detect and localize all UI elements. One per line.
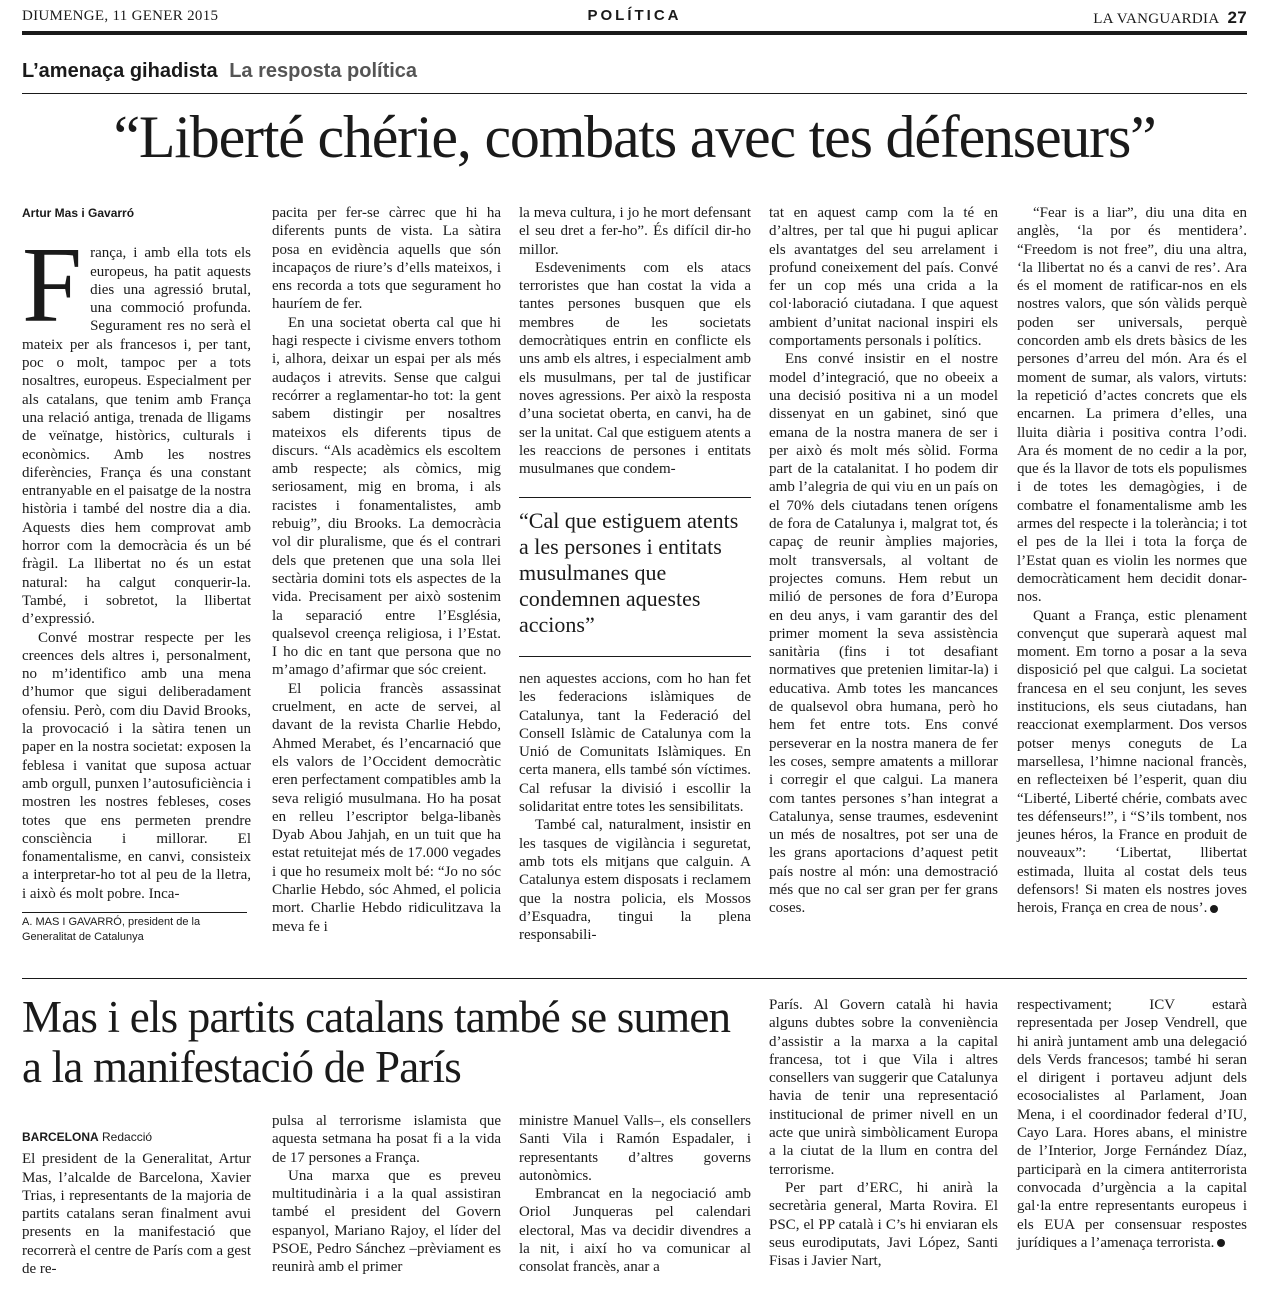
article1-headline: “Liberté chérie, combats avec tes défenseurs” [113,104,1156,170]
dropcap: F [22,226,83,346]
article1-paragraph: En una societat oberta cal que hi hagi respecte i civisme envers tothom i, alhora, deixar un espai per als més audaços i atrevits. Sense que calgui recórrer a reglamentar-ho tot: la gent sabem distingir per nosaltres mateixos els diferents tipus de discurs. “Als acadèmics els escoltem amb respecte; als còmics, mig seriosament, mig en broma, i als racistes i fonamentalistes, amb rebuig”, diu Brooks. La democràcia vol dir pluralisme, que és el contrari dels que pretenen que una sola llei sectària domini tots els aspectes de la vida. Precisament per això sostenim la separació entre l’Església, qualsevol creença religiosa, i l’Estat. I ho dic en tant que persona que no m’amago d’afirmar que sóc creient. [272,314,501,679]
article1-paragraph: Esdeveniments com els atacs terroristes que han costat la vida a tantes persones busquen que els membres de les societats democràtiques entrin en conflicte els uns amb els altres, i especialment amb els musulmans, per tal de justificar noves agressions. Per això la resposta d’una societat oberta, en canvi, ha de ser la unitat. Cal que estiguem atents a les reaccions de persones i entitats musulmanes que condem- [519,259,751,478]
article1-byline: Artur Mas i Gavarró [22,206,135,220]
publication-name: LA VANGUARDIA [1093,11,1220,27]
end-mark-icon [1210,905,1218,913]
article1-column-3-bottom [519,670,751,944]
article2-paragraph: Per part d’ERC, hi anirà la secretària general, Marta Rovira. El PSC, el PP català i C’s hi enviaran els seus eurodiputats, Javi López, Santi Fisas i Javier Nart, [769,1179,998,1270]
article1-paragraph: “Fear is a liar”, diu una dita en anglès, ‘la por és mentidera’. “Freedom is not free”, diu una altra, ‘la llibertat no és a canvi de res’. Ara és el moment de ratificar-nos en els nostres valors, que són vàlids perquè poden ser universals, perquè concorden amb els drets bàsics de les persones d’arreu del món. Ara és el moment de sumar, als valors, virtuts: la repetició d’actes concrets que els encarnen. La primera d’elles, una lluita diària i positiva contra l’odi. Ara és moment de no cedir a la por, que és la llavor de tots els populismes i de totes les demagògies, i de combatre el fonamentalisme amb les armes del respecte i la tolerància; i tot el pes de la llei i tota la força de l’Estat quan es violin les normes que democràticament hem decidit donar-nos. [1017,205,1247,606]
article2-headline: Mas i els partits catalans també se sumen a la manifestació de París [22,992,731,1092]
kicker-subtopic: La resposta política [229,60,418,82]
article-separator [22,978,1247,979]
article1-column-1 [22,204,251,903]
kicker-rule [22,93,1247,94]
article2-paragraph: Una marxa que es preveu multitudinària i a la qual assistiran també el president del Govern espanyol, Mariano Rajoy, el líder del PSOE, Pedro Sánchez –prèviament es reunirà amb el primer [272,1167,501,1276]
article1-paragraph: pacita per fer-se càrrec que hi ha diferents punts de vista. La sàtira posa en evidència aquells que són incapaços de riure’s d’ells mateixos, i ens recorda a tots que segurament ho hauríem de fer. [272,205,501,313]
article2-paragraph: pulsa al terrorisme islamista que aquesta setmana ha posat fi a la vida de 17 persones a França. [272,1113,501,1166]
article2-column-1 [22,1128,251,1278]
article1-paragraph: Convé mostrar respecte per les creences dels altres i, personalment, no m’identifico amb una mena d’humor que sigui deliberadament ofensiu. Però, com diu David Brooks, la provocació i la sàtira tenen un paper en la nostra societat: exposen la feblesa i vanitat que suposa actuar amb orgull, punxen l’autosuficiència i mostren les nostres febleses, coses totes que ens permeten prendre consciència i millorar. El fonamentalisme, en canvi, consisteix a interpretar-ho tot al peu de la lletra, i això és molt pobre. Inca- [22,629,251,902]
article1-paragraph: la meva cultura, i jo he mort defensant el seu dret a fer-ho”. És difícil dir-ho millor. [519,205,751,258]
page-number: 27 [1227,8,1247,27]
section-name: POLÍTICA [587,7,682,24]
page-header [22,6,1247,28]
article2-column-4 [769,996,998,1270]
article1-paragraph: Quant a França, estic plenament convençut que superarà aquest mal moment. Em torno a posar a la seva disposició pel que calgui. La societat francesa en el seu conjunt, les seves institucions, els seus ciutadans, han reaccionat exemplarment. Dos versos potser menys coneguts de La marsellesa, l’himne nacional francès, en reflecteixen bé l’esperit, quan diu “Liberté, Liberté chérie, combats avec tes défenseurs!”, i “S’ils tombent, nos jeunes héros, la France en produit de nouveaux”: ‘Libertat, llibertat estimada, lluita al costat dels teus defensors! Si maten els nostres joves herois, França en crea de nous’. [1017,607,1247,917]
article1-paragraph: rança, i amb ella tots els europeus, ha patit aquests dies una agressió brutal, una commoció profunda. Segurament res no serà el mateix per als francesos i, per tant, poc o molt, tampoc per a tots nosaltres, europeus. Especialment per als catalans, que tenim amb França una relació antiga, trenada de lligams de veïnatge, històrics, culturals i econòmics. Amb les nostres diferències, França és una constant entranyable en el paisatge de la nostra història i també del nostre dia a dia. Aquests dies hem comprovat amb horror com la democràcia és un bé fràgil. La llibertat no és un estat natural: ha calgut conquerir-la. També, i sobretot, la llibertat d’expressió. [22,245,251,628]
article1-paragraph: nen aquestes accions, com ho han fet les federacions islàmiques de Catalunya, tant la Federació del Consell Islàmic de Catalunya com la Unió de Comunitats Islàmiques. En certa manera, ells també són víctimes. Cal refusar la divisió i escollir la solidaritat entre totes les sensibilitats. [519,671,751,816]
article1-column-2 [272,204,501,936]
end-mark-icon [1217,1239,1225,1247]
article2-byline: BARCELONA Redacció [22,1130,153,1144]
article1-column-4 [769,204,998,918]
issue-date: DIUMENGE, 11 GENER 2015 [22,8,219,24]
article1-column-5 [1017,204,1247,918]
article1-paragraph: També cal, naturalment, insistir en les tasques de vigilància i seguretat, amb tots els mitjans que calguin. A Catalunya estem disposats i reclamem que la nostra policia, els Mossos d’Esquadra, tingui la plena responsabili- [519,817,751,944]
article2-paragraph: ministre Manuel Valls–, els consellers Santi Vila i Ramón Espadaler, i representants d’altres governs autonòmics. [519,1113,751,1184]
article1-paragraph: El policia francès assassinat cruelment, en acte de servei, al davant de la revista Charlie Hebdo, Ahmed Merabet, és l’encarnació que els valors de l’Occident democràtic eren perfectament compatibles amb la seva religió musulmana. Ho ha posat en relleu l’escriptor belga-libanès Dyab Abou Jahjah, en un tuit que ha estat retuitejat més de 17.000 vegades i que ho resumeix molt bé: “Jo no sóc Charlie Hebdo, sóc Ahmed, el policia mort. Charlie Hebdo ridiculitzava la meva fe i [272,680,501,935]
article2-column-2 [272,1112,501,1277]
kicker [22,60,417,83]
pull-quote: “Cal que estiguem atents a les persones i entitats musulmanes que condemnen aquestes accions” [519,497,751,657]
header-rule [22,31,1247,35]
publication-info [1093,8,1247,28]
article1-paragraph: Ens convé insistir en el nostre model d’integració, que no obeeix a una decisió positiva ni a un model dissenyat en un gabinet, sinó que emana de la nostra manera de ser i per això és molt més sòlid. Forma part de la catalanitat. I ho podem dir amb l’alegria de qui viu en un país on el 70% dels ciutadans tenen orígens de fora de Catalunya i, malgrat tot, és capaç de reunir àmplies majories, molt transversals, al voltant de projectes comuns. Hem rebut un milió de persones de fora d’Europa en deu anys, i vam garantir des del primer moment la seva assistència sanitària (fins i tot desafiant normatives que pretenien limitar-la) i educativa. Amb totes les mancances de qualsevol obra humana, però ho hem fet entre tots. Ens convé perseverar en la nostra manera de fer les coses, sempre amatents a millorar i corregir el que calgui. La manera com tantes persones s’han integrat a Catalunya, sense traumes, esdevenint un més de nosaltres, pot ser una de les grans aportacions d’aquest petit país nostre al món: una demostració més que no cal ser gran per fer grans coses. [769,351,998,917]
article2-paragraph: París. Al Govern català hi havia alguns dubtes sobre la conveniència d’assistir a la marxa a la capital francesa, tot i que Vila i altres consellers van suggerir que Catalunya havia de tenir una representació institucional de primer nivell en un acte que unirà simbòlicament Europa a la ciutat de la llum en contra del terrorisme. [769,997,998,1178]
article2-paragraph: El president de la Generalitat, Artur Mas, l’alcalde de Barcelona, Xavier Trias, i representants de la majoria de partits catalans seran finalment avui presents en la manifestació que recorrerà el centre de París com a gest de re- [22,1151,251,1278]
article1-paragraph: tat en aquest camp com la té en d’altres, per tal que hi pugui aplicar els avantatges del seu arrelament i profund coneixement del país. Convé fer un cop més una crida a la col·laboració ciutadana. I que aquest ambient d’unitat nacional inspiri els comportaments personals i polítics. [769,205,998,350]
article2-paragraph: Embrancat en la negociació amb Oriol Junqueras pel calendari electoral, Mas va decidir divendres a la nit, i així ho va comunicar al consolat francès, anar a [519,1186,751,1276]
article1-column-3-top [519,204,751,478]
article2-column-5 [1017,996,1247,1252]
author-signature: A. MAS I GAVARRÓ, president de la Generalitat de Catalunya [22,912,247,945]
article2-paragraph: respectivament; ICV estarà representada per Josep Vendrell, que hi anirà juntament amb una delegació dels Verds francesos; també hi seran el dirigent i portaveu adjunt dels ecosocialistes al Parlament, Joan Mena, i el coordinador federal d’IU, Cayo Lara. Hores abans, el ministre de l’Interior, Jorge Fernández Díaz, participarà en la cimera antiterrorista convocada d’urgència a la capital gal·la entre representants europeus i els EUA per consensuar respostes jurídiques a l’amenaça terrorista. [1017,997,1247,1251]
kicker-topic: L’amenaça gihadista [22,60,218,82]
article2-column-3 [519,1112,751,1277]
